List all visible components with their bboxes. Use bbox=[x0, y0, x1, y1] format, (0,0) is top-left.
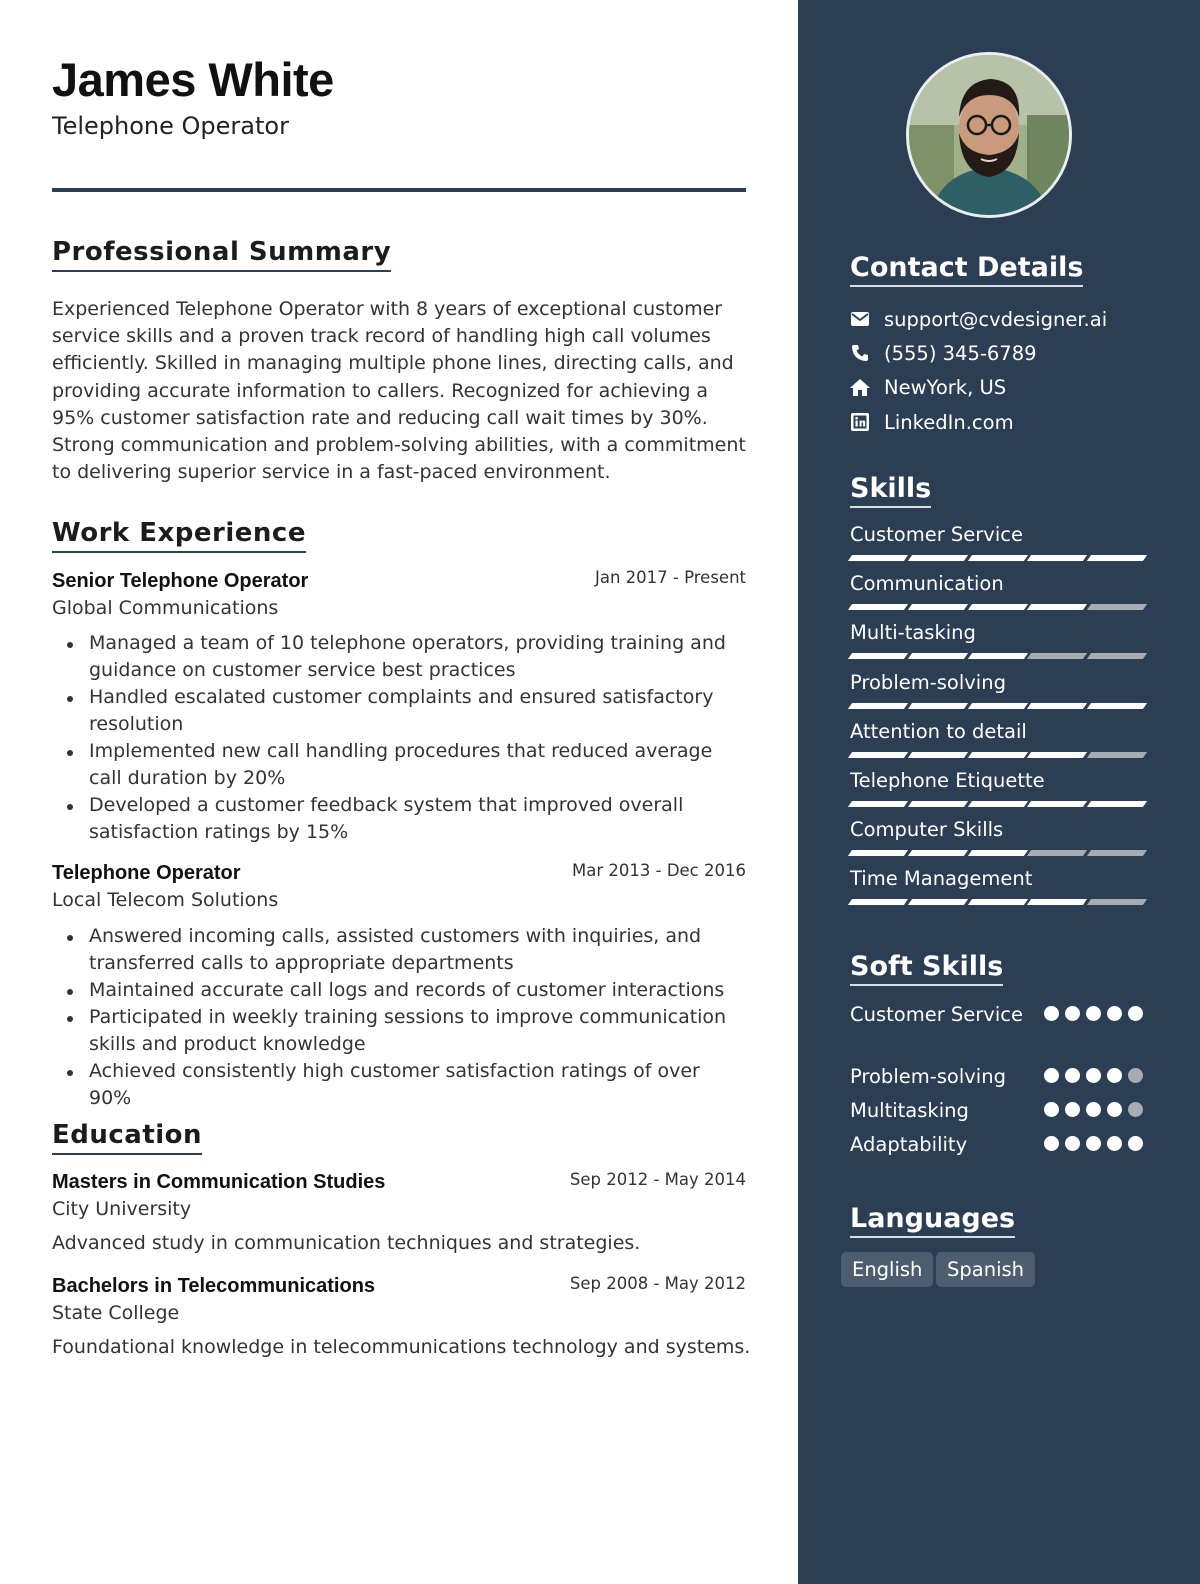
edu-school: State College bbox=[52, 1302, 180, 1324]
rating-dot bbox=[1065, 1102, 1080, 1117]
candidate-title: Telephone Operator bbox=[52, 112, 289, 140]
language-chip: English bbox=[841, 1252, 933, 1287]
skill-level-segment bbox=[967, 801, 1027, 807]
rating-dot bbox=[1044, 1006, 1059, 1021]
job-company: Local Telecom Solutions bbox=[52, 889, 279, 911]
edu-date: Sep 2008 - May 2012 bbox=[569, 1274, 746, 1293]
rating-dot bbox=[1086, 1102, 1101, 1117]
skill-level-segment bbox=[1087, 899, 1147, 905]
home-icon bbox=[850, 377, 870, 397]
job-date: Mar 2013 - Dec 2016 bbox=[572, 861, 746, 880]
edu-degree: Masters in Communication Studies bbox=[52, 1171, 386, 1193]
contact-email[interactable] bbox=[850, 307, 1107, 331]
job-bullet: Participated in weekly training sessions to improve communication skills and product knowledge bbox=[52, 1004, 746, 1058]
job-company: Global Communications bbox=[52, 597, 279, 619]
skill-level-segment bbox=[1087, 850, 1147, 856]
skill-level-segment bbox=[1087, 653, 1147, 659]
skill-level-segment bbox=[908, 555, 968, 561]
contact-location-text: NewYork, US bbox=[884, 375, 1007, 399]
rating-dot bbox=[1107, 1102, 1122, 1117]
skill-level-segment bbox=[1027, 653, 1087, 659]
skill-label: Attention to detail bbox=[850, 719, 1027, 743]
skill-level-segment bbox=[848, 653, 908, 659]
soft-skill-label: Multitasking bbox=[850, 1099, 969, 1122]
skill-label: Multi-tasking bbox=[850, 621, 976, 645]
skill-level-segment bbox=[1087, 801, 1147, 807]
skill-level-segment bbox=[908, 752, 968, 758]
skill-level-segment bbox=[848, 850, 908, 856]
skill-level-bar bbox=[850, 752, 1145, 758]
job-bullet: Handled escalated customer complaints and ensured satisfactory resolution bbox=[52, 684, 746, 738]
skill-level-bar bbox=[850, 899, 1145, 905]
rating-dot bbox=[1086, 1068, 1101, 1083]
rating-dot bbox=[1128, 1136, 1143, 1151]
skill-level-segment bbox=[967, 899, 1027, 905]
contact-heading: Contact Details bbox=[850, 252, 1083, 287]
skill-level-segment bbox=[908, 850, 968, 856]
rating-dot bbox=[1065, 1068, 1080, 1083]
rating-dot bbox=[1044, 1136, 1059, 1151]
rating-dot bbox=[1065, 1136, 1080, 1151]
skill-level-bar bbox=[850, 801, 1145, 807]
soft-skill-rating bbox=[1044, 1006, 1143, 1021]
skill-level-segment bbox=[848, 801, 908, 807]
profile-photo-illustration bbox=[909, 55, 1069, 215]
skill-level-segment bbox=[1087, 703, 1147, 709]
skill-level-segment bbox=[1027, 899, 1087, 905]
skill-level-segment bbox=[1087, 555, 1147, 561]
skill-label: Telephone Etiquette bbox=[850, 769, 1045, 792]
skill-level-segment bbox=[848, 604, 908, 610]
skill-level-segment bbox=[848, 899, 908, 905]
job-bullet: Developed a customer feedback system that improved overall satisfaction ratings by 15% bbox=[52, 792, 746, 846]
contact-email-text: support@cvdesigner.ai bbox=[884, 307, 1108, 331]
edu-description: Advanced study in communication techniques and strategies. bbox=[52, 1232, 641, 1254]
job-title: Senior Telephone Operator bbox=[52, 570, 309, 592]
skill-level-segment bbox=[1087, 752, 1147, 758]
languages-heading: Languages bbox=[850, 1203, 1015, 1238]
edu-description: Foundational knowledge in telecommunications technology and systems. bbox=[52, 1336, 751, 1358]
skill-level-segment bbox=[908, 899, 968, 905]
envelope-icon bbox=[850, 309, 870, 329]
skill-label: Time Management bbox=[850, 867, 1033, 891]
skill-level-segment bbox=[908, 653, 968, 659]
skill-level-segment bbox=[967, 653, 1027, 659]
skills-heading: Skills bbox=[850, 473, 931, 508]
skill-level-segment bbox=[908, 703, 968, 709]
rating-dot bbox=[1128, 1102, 1143, 1117]
skill-level-segment bbox=[848, 703, 908, 709]
skill-level-segment bbox=[967, 850, 1027, 856]
summary-text: Experienced Telephone Operator with 8 years of exceptional customer service skills and a proven track record of handling high call volumes efficiently. Skilled in managing multiple phone lines, directing calls, and providing accurate information to callers. Recognized for achieving a 95% customer satisfaction rate and reducing call wait times by 30%. Strong communication and problem-solving abilities, with a commitment to delivering superior service in a fast-paced environment. bbox=[52, 298, 746, 484]
header-divider bbox=[52, 188, 746, 192]
edu-date: Sep 2012 - May 2014 bbox=[569, 1170, 746, 1189]
candidate-name: James White bbox=[52, 53, 334, 106]
job-bullets bbox=[52, 923, 746, 1112]
rating-dot bbox=[1044, 1102, 1059, 1117]
skill-level-segment bbox=[1027, 604, 1087, 610]
profile-photo bbox=[906, 52, 1072, 218]
skill-level-segment bbox=[967, 555, 1027, 561]
rating-dot bbox=[1107, 1068, 1122, 1083]
skill-label: Problem-solving bbox=[850, 670, 1006, 694]
skill-level-bar bbox=[850, 604, 1145, 610]
soft-skill-label: Adaptability bbox=[850, 1133, 968, 1156]
contact-linkedin-text: LinkedIn.com bbox=[884, 410, 1014, 434]
soft-skill-rating bbox=[1044, 1102, 1143, 1117]
rating-dot bbox=[1086, 1006, 1101, 1021]
job-bullet: Implemented new call handling procedures that reduced average call duration by 20% bbox=[52, 738, 746, 792]
skill-level-bar bbox=[850, 850, 1145, 856]
skill-label: Customer Service bbox=[850, 523, 1023, 546]
contact-phone[interactable] bbox=[850, 341, 1037, 365]
phone-icon bbox=[850, 343, 870, 363]
skill-level-segment bbox=[908, 604, 968, 610]
job-bullet: Maintained accurate call logs and records of customer interactions bbox=[52, 977, 746, 1004]
skill-level-segment bbox=[967, 604, 1027, 610]
job-title: Telephone Operator bbox=[52, 862, 241, 884]
skill-level-bar bbox=[850, 653, 1145, 659]
skill-level-segment bbox=[967, 703, 1027, 709]
sidebar bbox=[798, 0, 1200, 1584]
skill-level-segment bbox=[1087, 604, 1147, 610]
summary-heading: Professional Summary bbox=[52, 237, 391, 272]
edu-school: City University bbox=[52, 1198, 192, 1220]
contact-location bbox=[850, 375, 1006, 399]
job-date: Jan 2017 - Present bbox=[594, 568, 746, 587]
skill-label: Communication bbox=[850, 572, 1004, 596]
job-bullet: Achieved consistently high customer satisfaction ratings of over 90% bbox=[52, 1058, 746, 1112]
rating-dot bbox=[1044, 1068, 1059, 1083]
skill-level-segment bbox=[967, 752, 1027, 758]
rating-dot bbox=[1086, 1136, 1101, 1151]
skill-level-bar bbox=[850, 703, 1145, 709]
skill-level-segment bbox=[848, 555, 908, 561]
job-bullets bbox=[52, 630, 746, 846]
skill-level-segment bbox=[908, 801, 968, 807]
linkedin-icon bbox=[850, 412, 870, 432]
rating-dot bbox=[1107, 1136, 1122, 1151]
rating-dot bbox=[1107, 1006, 1122, 1021]
edu-degree: Bachelors in Telecommunications bbox=[52, 1275, 376, 1297]
rating-dot bbox=[1128, 1068, 1143, 1083]
language-chip: Spanish bbox=[936, 1252, 1035, 1287]
education-heading: Education bbox=[52, 1120, 202, 1155]
soft-skill-rating bbox=[1044, 1068, 1143, 1083]
contact-phone-text: (555) 345-6789 bbox=[884, 341, 1037, 365]
skill-label: Computer Skills bbox=[850, 818, 1004, 842]
skill-level-segment bbox=[1027, 555, 1087, 561]
soft-skill-label: Customer Service bbox=[850, 1003, 1023, 1026]
experience-heading: Work Experience bbox=[52, 518, 306, 553]
skill-level-segment bbox=[1027, 850, 1087, 856]
soft-skill-label: Problem-solving bbox=[850, 1065, 1006, 1088]
skill-level-segment bbox=[1027, 801, 1087, 807]
skill-level-segment bbox=[1027, 703, 1087, 709]
job-bullet: Managed a team of 10 telephone operators, providing training and guidance on customer service best practices bbox=[52, 630, 746, 684]
job-bullet: Answered incoming calls, assisted customers with inquiries, and transferred calls to appropriate departments bbox=[52, 923, 746, 977]
contact-linkedin[interactable] bbox=[850, 410, 1014, 434]
rating-dot bbox=[1065, 1006, 1080, 1021]
skill-level-segment bbox=[848, 752, 908, 758]
soft-skills-heading: Soft Skills bbox=[850, 951, 1003, 986]
soft-skill-rating bbox=[1044, 1136, 1143, 1151]
skill-level-segment bbox=[1027, 752, 1087, 758]
rating-dot bbox=[1128, 1006, 1143, 1021]
skill-level-bar bbox=[850, 555, 1145, 561]
